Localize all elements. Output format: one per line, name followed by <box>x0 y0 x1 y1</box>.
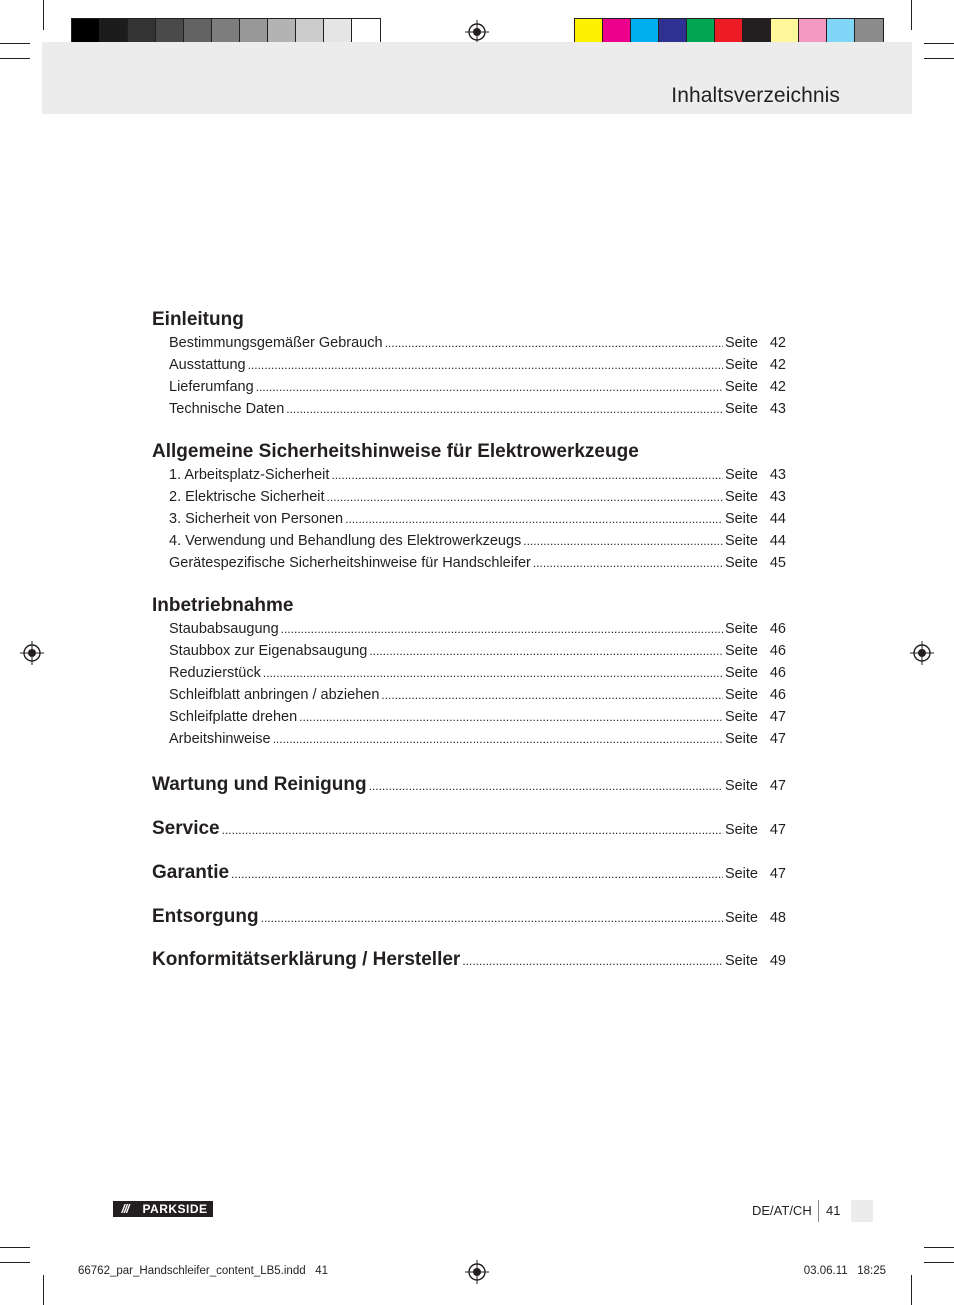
dot-leader <box>381 684 723 706</box>
page-prefix: Seite <box>724 511 758 527</box>
toc-entry[interactable] <box>152 354 786 376</box>
page-prefix: Seite <box>724 665 758 681</box>
main-entry-label: Entsorgung <box>152 906 259 927</box>
crop-mark <box>43 1275 44 1305</box>
slug-file-info: 66762_par_Handschleifer_content_LB5.indd 41 <box>78 1265 328 1277</box>
page-prefix: Seite <box>724 643 758 659</box>
crop-mark <box>911 1275 912 1305</box>
entry-label: 3. Sicherheit von Personen <box>169 511 344 527</box>
dot-leader <box>222 817 723 843</box>
dot-leader <box>263 662 723 684</box>
page-number: 46 <box>769 643 786 659</box>
entry-label: Ausstattung <box>169 357 246 373</box>
toc-main-entry[interactable] <box>152 816 786 842</box>
dot-leader <box>273 728 723 750</box>
crop-mark <box>924 1247 954 1248</box>
dot-leader <box>299 706 723 728</box>
toc-entry[interactable] <box>152 662 786 684</box>
crop-mark <box>0 43 30 44</box>
dot-leader <box>281 618 723 640</box>
page-prefix: Seite <box>724 357 758 373</box>
registration-mark-icon <box>465 1260 489 1284</box>
page-prefix: Seite <box>724 467 758 483</box>
dot-leader <box>385 332 723 354</box>
page-number: 42 <box>769 357 786 373</box>
main-entry-label: Konformitätserklärung / Hersteller <box>152 949 461 970</box>
registration-mark-icon <box>20 641 44 665</box>
entry-label: Schleifblatt anbringen / abziehen <box>169 687 380 703</box>
dot-leader <box>369 640 723 662</box>
toc-main-entry[interactable] <box>152 772 786 798</box>
dot-leader <box>369 773 723 799</box>
entry-label: Reduzierstück <box>169 665 261 681</box>
slug-datetime: 03.06.11 18:25 <box>803 1265 886 1277</box>
logo-text: PARKSIDE <box>142 1202 208 1216</box>
entry-label: 1. Arbeitsplatz-Sicherheit <box>169 467 330 483</box>
entry-label: 4. Verwendung und Behandlung des Elektrowerkzeugs <box>169 533 522 549</box>
page-number: 46 <box>769 687 786 703</box>
page-number: 44 <box>769 511 786 527</box>
page-prefix: Seite <box>724 709 758 725</box>
toc-entry[interactable] <box>152 508 786 530</box>
section-heading: Einleitung <box>152 309 244 330</box>
toc-entry[interactable] <box>152 376 786 398</box>
entry-label: Technische Daten <box>169 401 285 417</box>
dot-leader <box>462 948 723 974</box>
footer-divider <box>818 1200 819 1222</box>
page-prefix: Seite <box>724 778 758 794</box>
toc-entry[interactable] <box>152 552 786 574</box>
page-number: 42 <box>769 335 786 351</box>
page-prefix: Seite <box>724 489 758 505</box>
page-number: 44 <box>769 533 786 549</box>
toc-entry[interactable] <box>152 332 786 354</box>
page-number-footer: 41 <box>826 1203 841 1218</box>
page-number: 43 <box>769 401 786 417</box>
page-number: 49 <box>769 953 786 969</box>
table-of-contents <box>152 308 786 973</box>
page-number: 46 <box>769 621 786 637</box>
toc-entry[interactable] <box>152 640 786 662</box>
logo-stripes-icon: /// <box>121 1202 129 1216</box>
dot-leader <box>327 486 723 508</box>
toc-entry[interactable] <box>152 530 786 552</box>
parkside-logo <box>113 1201 213 1217</box>
dot-leader <box>345 508 723 530</box>
dot-leader <box>248 354 723 376</box>
entry-label: Staubabsaugung <box>169 621 279 637</box>
page-number: 47 <box>769 778 786 794</box>
page-number: 47 <box>769 866 786 882</box>
crop-mark <box>924 58 954 59</box>
entry-label: Bestimmungsgemäßer Gebrauch <box>169 335 383 351</box>
page-prefix: Seite <box>724 866 758 882</box>
page-number: 47 <box>769 731 786 747</box>
toc-entry[interactable] <box>152 618 786 640</box>
toc-entry[interactable] <box>152 684 786 706</box>
entry-label: Gerätespezifische Sicherheitshinweise für Handschleifer <box>169 555 531 571</box>
dot-leader <box>331 464 723 486</box>
dot-leader <box>231 861 723 887</box>
page-prefix: Seite <box>724 401 758 417</box>
crop-mark <box>0 1262 30 1263</box>
crop-mark <box>924 1262 954 1263</box>
main-entry-label: Wartung und Reinigung <box>152 774 367 795</box>
toc-entry[interactable] <box>152 706 786 728</box>
entry-label: Schleifplatte drehen <box>169 709 298 725</box>
toc-entry[interactable] <box>152 486 786 508</box>
entry-label: Arbeitshinweise <box>169 731 271 747</box>
region-label: DE/AT/CH <box>752 1203 812 1218</box>
toc-main-entry[interactable] <box>152 860 786 886</box>
page-number: 46 <box>769 665 786 681</box>
page-number: 47 <box>769 822 786 838</box>
toc-entry[interactable] <box>152 728 786 750</box>
crop-mark <box>911 0 912 30</box>
page-number: 43 <box>769 467 786 483</box>
toc-main-entry[interactable] <box>152 904 786 930</box>
toc-entry[interactable] <box>152 464 786 486</box>
page-prefix: Seite <box>724 555 758 571</box>
dot-leader <box>256 376 723 398</box>
main-entry-label: Garantie <box>152 862 230 883</box>
page-prefix: Seite <box>724 621 758 637</box>
dot-leader <box>261 905 723 931</box>
page-prefix: Seite <box>724 822 758 838</box>
crop-mark <box>43 0 44 30</box>
main-entry-label: Service <box>152 818 220 839</box>
page-prefix: Seite <box>724 731 758 747</box>
entry-label: Staubbox zur Eigenabsaugung <box>169 643 368 659</box>
page-prefix: Seite <box>724 533 758 549</box>
page-prefix: Seite <box>724 910 758 926</box>
registration-mark-icon <box>465 20 489 44</box>
dot-leader <box>286 398 723 420</box>
section-heading: Inbetriebnahme <box>152 595 294 616</box>
toc-entry[interactable] <box>152 398 786 420</box>
page-title: Inhaltsverzeichnis <box>671 84 840 107</box>
page-prefix: Seite <box>724 953 758 969</box>
page-prefix: Seite <box>724 379 758 395</box>
crop-mark <box>924 43 954 44</box>
page-number: 48 <box>769 910 786 926</box>
crop-mark <box>0 1247 30 1248</box>
page-number: 43 <box>769 489 786 505</box>
entry-label: 2. Elektrische Sicherheit <box>169 489 325 505</box>
page-number: 47 <box>769 709 786 725</box>
entry-label: Lieferumfang <box>169 379 254 395</box>
page-prefix: Seite <box>724 335 758 351</box>
page-prefix: Seite <box>724 687 758 703</box>
footer-corner-box <box>851 1200 873 1222</box>
dot-leader <box>523 530 723 552</box>
page-number: 45 <box>769 555 786 571</box>
page-number: 42 <box>769 379 786 395</box>
section-heading: Allgemeine Sicherheitshinweise für Elektrowerkzeuge <box>152 441 639 462</box>
registration-mark-icon <box>910 641 934 665</box>
dot-leader <box>533 552 723 574</box>
toc-main-entry[interactable] <box>152 947 786 973</box>
crop-mark <box>0 58 30 59</box>
